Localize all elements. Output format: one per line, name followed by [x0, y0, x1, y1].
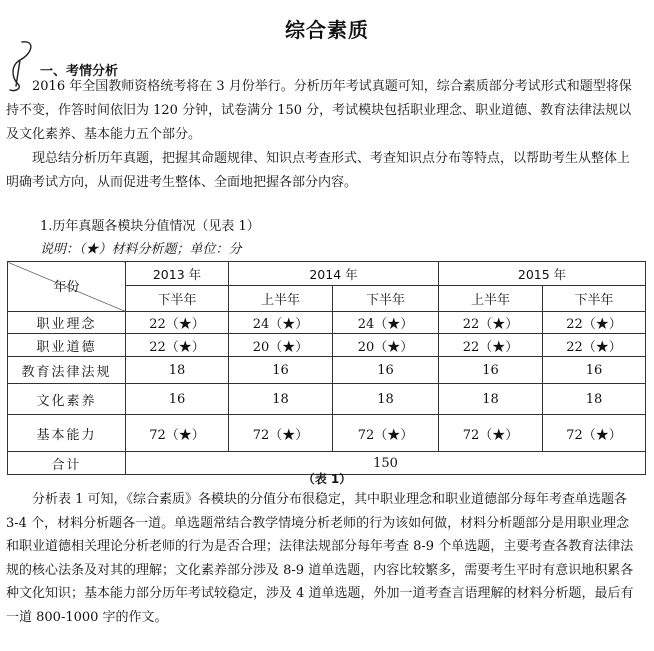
half-header: 下半年: [333, 286, 439, 312]
table-header-row: [8, 262, 646, 286]
year-header: 2015 年: [439, 262, 646, 286]
row-label: 职业道德: [8, 334, 126, 357]
table-cell: 16: [439, 357, 543, 384]
table-cell: 18: [543, 384, 646, 415]
table-cell: 72（★）: [333, 415, 439, 452]
half-header: 下半年: [543, 286, 646, 312]
table-cell: 72（★）: [543, 415, 646, 452]
year-header: 2014 年: [229, 262, 439, 286]
summary-paragraph: 现总结分析历年真题，把握其命题规律、知识点考查形式、考查知识点分布等特点，以帮助考生从整体上明确考试方向，从而促进考生整体、全面地把握各部分内容。: [6, 151, 631, 190]
row-label: 职业理念: [8, 312, 126, 334]
table-row: [8, 384, 646, 415]
half-header: 下半年: [126, 286, 229, 312]
table-caption: （表 1）: [302, 472, 352, 486]
table-row: [8, 312, 646, 334]
page-title: 综合素质: [285, 18, 369, 42]
table-cell: 72（★）: [126, 415, 229, 452]
table-cell: 22（★）: [126, 312, 229, 334]
table-cell: 18: [439, 384, 543, 415]
table-cell: 72（★）: [439, 415, 543, 452]
total-label: 合计: [8, 452, 126, 475]
table-subheading: 1.历年真题各模块分值情况（见表 1）: [40, 219, 260, 234]
table-cell: 22（★）: [543, 334, 646, 357]
corner-cell: [8, 262, 126, 312]
table-cell: 22（★）: [543, 312, 646, 334]
half-header: 上半年: [229, 286, 333, 312]
row-label: 基本能力: [8, 415, 126, 452]
corner-label: 年份: [53, 280, 80, 295]
table-cell: 16: [333, 357, 439, 384]
table-cell: 22（★）: [439, 334, 543, 357]
table-cell: 16: [126, 384, 229, 415]
score-table: [7, 261, 646, 475]
total-value: 150: [126, 452, 646, 475]
table-cell: 24（★）: [229, 312, 333, 334]
table-cell: 20（★）: [333, 334, 439, 357]
intro-paragraph: 2016 年全国教师资格统考将在 3 月份举行。分析历年考试真题可知，综合素质部分考试形式和题型将保持不变，作答时间依旧为 120 分钟，试卷满分 150 分，考试模块包括职业理念、职业道德、教育法律法规以及文化素养、基本能力五个部分。: [6, 79, 632, 142]
year-header: 2013 年: [126, 262, 229, 286]
table-cell: 16: [229, 357, 333, 384]
half-header: 上半年: [439, 286, 543, 312]
analysis-paragraph: 分析表 1 可知，《综合素质》各模块的分值分布很稳定，其中职业理念和职业道德部分每年考查单选题各 3-4 个，材料分析题各一道。单选题常结合教学情境分析老师的行为该如何做，材料分析题部分是用职业理念和职业道德相关理论分析老师的行为是否合理；法律法规部分每年考查 8-9 个单选题，主要考查各教育法律法规的核心法条及对其的理解；文化素养部分涉及 8-9 道单选题，内容比较繁多，需要考生平时有意识地积累各种文化知识；基本能力部分历年考试较稳定，涉及 4 道单选题，外加一道考查言语理解的材料分析题，最后有一道 800-1000 字的作文。: [6, 492, 634, 625]
row-label: 教育法律法规: [8, 357, 126, 384]
table-cell: 72（★）: [229, 415, 333, 452]
table-row: [8, 334, 646, 357]
table-cell: 24（★）: [333, 312, 439, 334]
table-row: [8, 415, 646, 452]
table-cell: 16: [543, 357, 646, 384]
section-heading: 一、考情分析: [40, 64, 119, 79]
table-cell: 18: [126, 357, 229, 384]
table-cell: 18: [229, 384, 333, 415]
table-cell: 20（★）: [229, 334, 333, 357]
table-cell: 18: [333, 384, 439, 415]
table-cell: 22（★）: [126, 334, 229, 357]
table-row: [8, 357, 646, 384]
row-label: 文化素养: [8, 384, 126, 415]
table-cell: 22（★）: [439, 312, 543, 334]
table-note: 说明：（★）材料分析题；单位：分: [40, 242, 242, 257]
